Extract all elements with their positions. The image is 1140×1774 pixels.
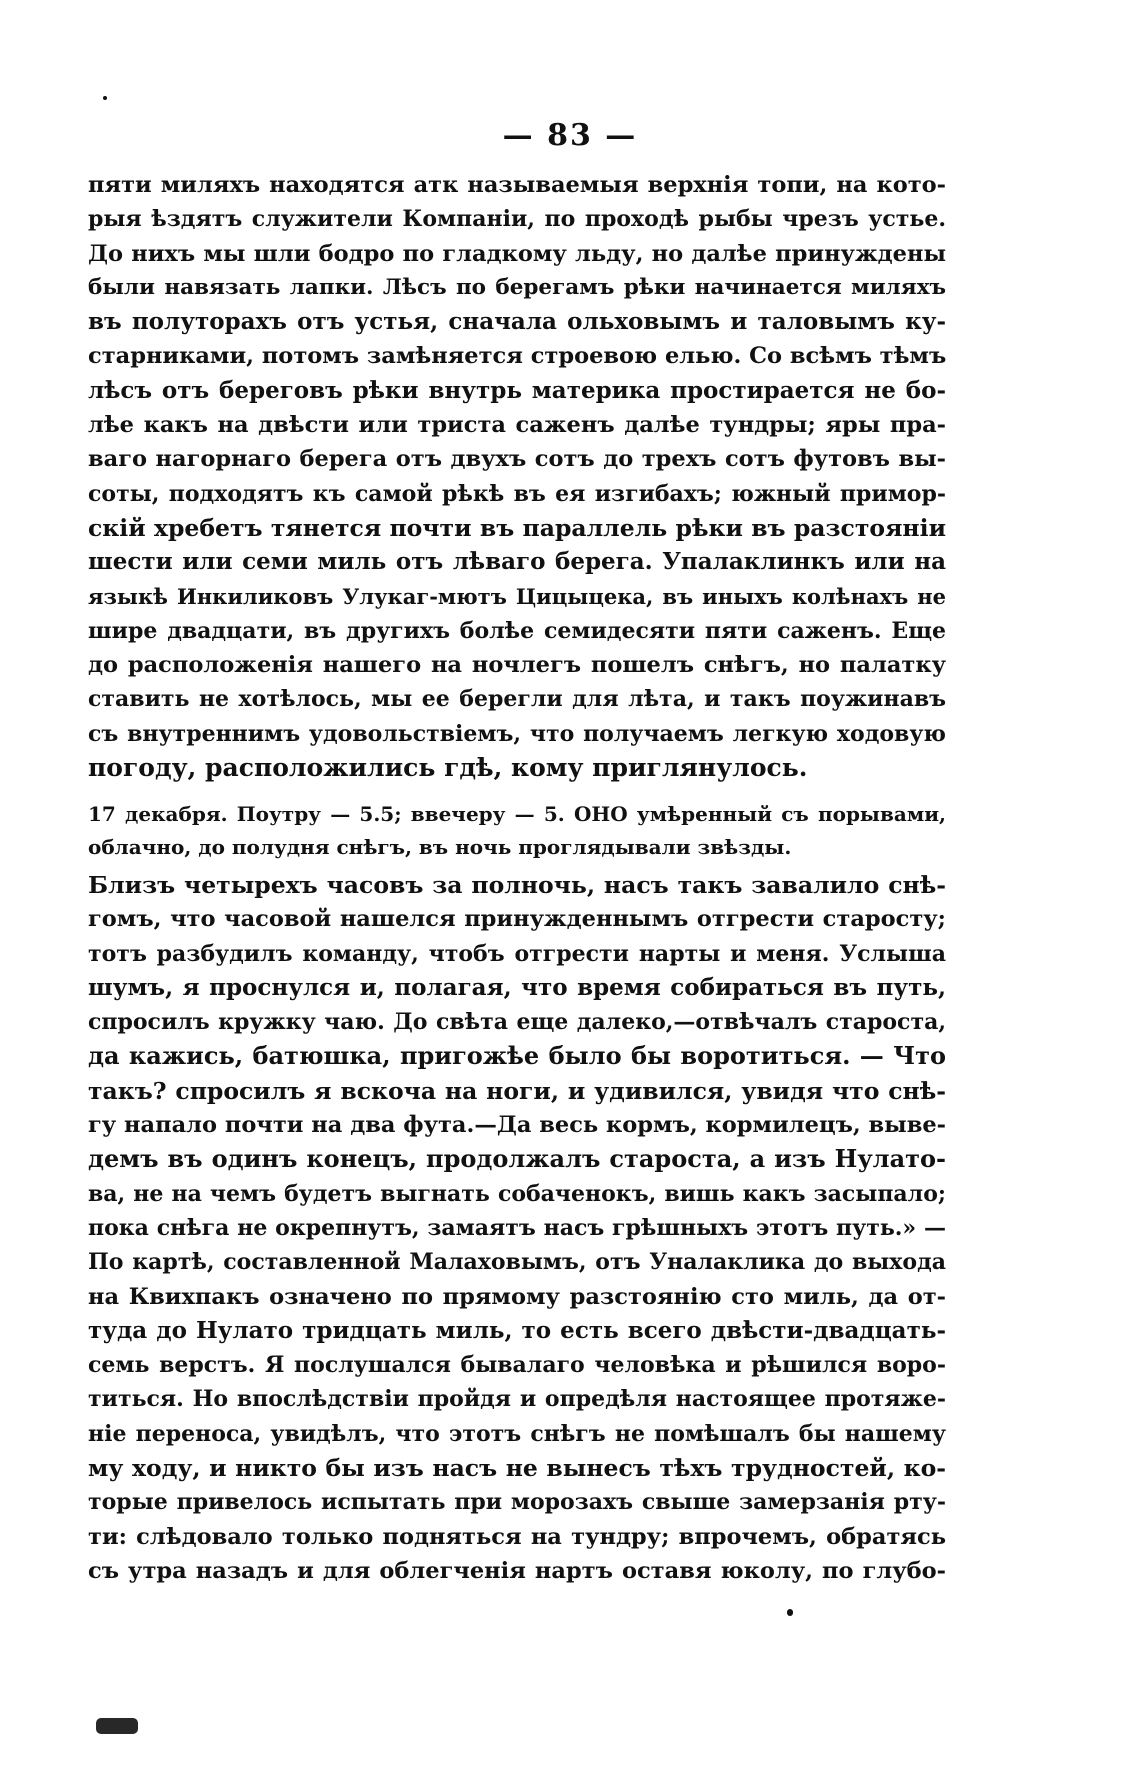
text-line: гу напало почти на два фута.—Да весь кормъ, кормилецъ, выве- (88, 1112, 946, 1139)
text-line: лѣе какъ на двѣсти или триста саженъ далѣе тундры; яры пра- (88, 412, 946, 439)
text-line: такъ? спросилъ я вскоча на ноги, и удивился, увидя что снѣ- (88, 1076, 946, 1105)
paragraph-1 (88, 168, 946, 785)
text-line: скій хребетъ тянется почти въ параллель рѣки въ разстояніи (88, 513, 946, 542)
text-line: гомъ, что часовой нашелся принужденнымъ отгрести старосту; (88, 906, 946, 933)
text-line: До нихъ мы шли бодро по гладкому льду, но далѣе принуждены (88, 240, 946, 267)
page-number: — 83 — (502, 118, 638, 153)
paragraph-2 (88, 868, 946, 1588)
text-line: старниками, потомъ замѣняется строевою елью. Со всѣмъ тѣмъ (88, 343, 947, 370)
text-line: рыя ѣздятъ служители Компаніи, по проходѣ рыбы чрезъ устье. (88, 206, 946, 233)
text-line: ваго нагорнаго берега отъ двухъ сотъ до трехъ сотъ футовъ вы- (88, 446, 946, 473)
text-line: съ внутреннимъ удовольствіемъ, что получаемъ легкую ходовую (88, 720, 946, 747)
text-line: шумъ, я проснулся и, полагая, что время собираться въ путь, (88, 973, 946, 1001)
text-line: спросилъ кружку чаю. До свѣта еще далеко,—отвѣчалъ староста, (88, 1009, 946, 1036)
text-line: облачно, до полудня снѣгъ, въ ночь проглядывали звѣзды. (88, 835, 792, 859)
text-line: По картѣ, составленной Малаховымъ, отъ Уналаклика до выхода (88, 1249, 946, 1276)
text-line: пяти миляхъ находятся атк называемыя верхнія топи, на кото- (88, 172, 946, 198)
text-line: туда до Нулато тридцать миль, то есть всего двѣсти-двадцать- (88, 1316, 946, 1344)
text-line: титься. Но впослѣдствіи пройдя и опредѣля настоящее протяже- (88, 1386, 946, 1413)
text-line: лѣсъ отъ береговъ рѣки внутрь материка простирается не бо- (88, 376, 946, 404)
text-line: соты, подходятъ къ самой рѣкѣ въ ея изгибахъ; южный примор- (88, 480, 946, 507)
text-line: ніе переноса, увидѣлъ, что этотъ снѣгъ не помѣшалъ бы нашему (88, 1420, 946, 1447)
ink-smudge (96, 1718, 138, 1734)
text-line: да кажись, батюшка, пригожѣе было бы воротиться. — Что (88, 1041, 946, 1071)
text-line: ти: слѣдовало только подняться на тундру; впрочемъ, обратясь (88, 1523, 946, 1550)
weather-note (88, 798, 946, 864)
text-line: му ходу, и никто бы изъ насъ не вынесъ тѣхъ трудностей, ко- (88, 1454, 946, 1483)
text-line: были навязать лапки. Лѣсъ по берегамъ рѣки начинается миляхъ (88, 274, 946, 300)
text-line: пока снѣга не окрепнутъ, замаятъ насъ грѣшныхъ этотъ путь.» — (88, 1214, 946, 1241)
text-line: торые привелось испытать при морозахъ свыше замерзанія рту- (88, 1489, 946, 1516)
text-line: погоду, расположились гдѣ, кому приглянулось. (88, 753, 808, 783)
text-line: ставить не хотѣлось, мы ее берегли для лѣта, и такъ поужинавъ (88, 686, 946, 713)
text-line: въ полуторахъ отъ устья, сначала ольховымъ и таловымъ ку- (88, 308, 946, 336)
text-line: до расположенія нашего на ночлегъ пошелъ снѣгъ, но палатку (88, 652, 946, 679)
text-line: съ утра назадъ и для облегченія нартъ оставя юколу, по глубо- (88, 1557, 946, 1584)
text-line: демъ въ одинъ конецъ, продолжалъ староста, а изъ Нулато- (88, 1144, 946, 1174)
ink-speck (103, 96, 107, 100)
text-line: ва, не на чемъ будетъ выгнать собаченокъ, вишь какъ засыпало; (88, 1180, 946, 1207)
text-line: на Квихпакъ означено по прямому разстоянію сто миль, да от- (88, 1283, 946, 1310)
text-line: шире двадцати, въ другихъ болѣе семидесяти пяти саженъ. Еще (88, 617, 946, 644)
ink-speck (787, 1609, 793, 1616)
text-line: 17 декабря. Поутру — 5.5; ввечеру — 5. ОНО умѣренный съ порывами, (88, 802, 946, 826)
text-line: тотъ разбудилъ команду, чтобъ отгрести нарты и меня. Услыша (88, 940, 946, 967)
text-line: Близъ четырехъ часовъ за полночь, насъ такъ завалило снѣ- (88, 871, 946, 899)
text-line: семь верстъ. Я послушался бывалаго человѣка и рѣшился воро- (88, 1352, 946, 1379)
text-line: шести или семи миль отъ лѣваго берега. Упалаклинкъ или на (88, 548, 946, 576)
text-line: языкѣ Инкиликовъ Улукаг-мютъ Цицыцека, въ иныхъ колѣнахъ не (88, 583, 946, 609)
